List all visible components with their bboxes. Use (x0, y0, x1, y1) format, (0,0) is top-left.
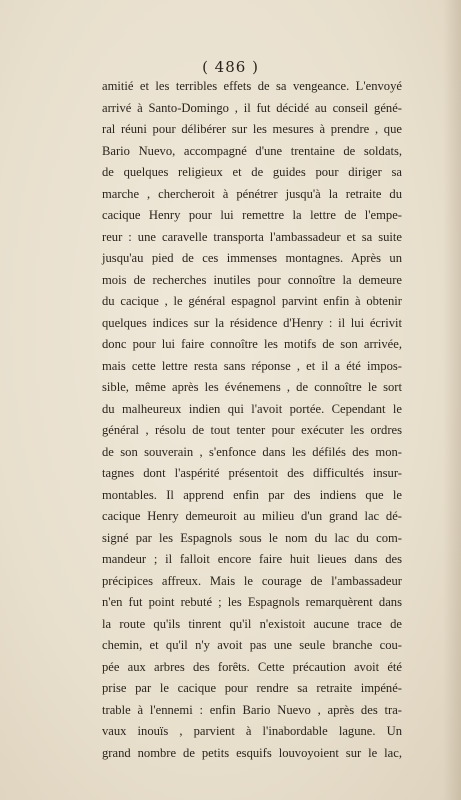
text-line: ral réuni pour délibérer sur les mesures à prendre , que (102, 122, 402, 136)
page-gutter-shadow (443, 0, 461, 800)
text-line: précipices affreux. Mais le courage de l'ambassadeur (102, 573, 402, 588)
text-line: reur : une caravelle transporta l'ambassadeur et sa suite (102, 229, 402, 244)
text-line: la route qu'ils tinrent qu'il n'existoit aucune trace de (102, 616, 402, 631)
text-line: jusqu'au pied de ces immenses montagnes. Après un (102, 251, 402, 265)
text-line: de son souverain , s'enfonce dans les défilés des mon- (102, 444, 402, 459)
text-line: mandeur ; il falloit encore faire huit lieues dans des (102, 552, 402, 566)
text-line: montables. Il apprend enfin par des indiens que le (102, 487, 402, 502)
text-line: arrivé à Santo-Domingo , il fut décidé au conseil géné- (102, 100, 402, 115)
text-line: général , résolu de tout tenter pour exécuter les ordres (102, 423, 402, 437)
text-line: pée aux arbres des forêts. Cette précaution avoit été (102, 659, 402, 674)
text-line: du cacique , le général espagnol parvint enfin à obtenir (102, 294, 402, 308)
text-line: cacique Henry demeuroit au milieu d'un grand lac dé- (102, 509, 402, 523)
text-line: Bario Nuevo, accompagné d'une trentaine de soldats, (102, 143, 402, 158)
text-line: de quelques religieux et de guides pour diriger sa (102, 165, 402, 179)
text-line: sible, même après les événemens , de connoître le sort (102, 380, 402, 394)
text-line: n'en fut point rebuté ; les Espagnols remarquèrent dans (102, 595, 402, 609)
text-line: vaux inouïs , parvient à l'inabordable lagune. Un (102, 724, 402, 738)
text-line: amitié et les terribles effets de sa vengeance. L'envoyé (102, 79, 402, 93)
text-line: tagnes dont l'aspérité présentoit des difficultés insur- (102, 466, 402, 480)
page-number: ( 486 ) (202, 58, 259, 76)
text-line: chemin, et qu'il n'y avoit pas une seule branche cou- (102, 638, 402, 652)
text-line: mois de recherches inutiles pour connoître la demeure (102, 272, 402, 287)
text-line: prise par le cacique pour rendre sa retraite impéné- (102, 681, 402, 695)
text-line: cacique Henry pour lui remettre la lettre de l'empe- (102, 208, 402, 222)
text-line: donc pour lui faire connoître les motifs de son arrivée, (102, 337, 402, 351)
text-line: du malheureux indien qui l'avoit portée. Cependant le (102, 401, 402, 416)
text-line: trable à l'ennemi : enfin Bario Nuevo , après des tra- (102, 702, 402, 717)
text-line: quelques indices sur la résidence d'Henry : il lui écrivit (102, 315, 402, 330)
body-text (102, 76, 402, 764)
text-line: signé par les Espagnols sous le nom du lac du com- (102, 530, 402, 545)
text-line: marche , chercheroit à pénétrer jusqu'à la retraite du (102, 186, 402, 201)
text-line: grand nombre de petits esquifs louvoyoient sur le lac, (102, 745, 402, 760)
text-line: mais cette lettre resta sans réponse , et il a été impos- (102, 358, 402, 373)
